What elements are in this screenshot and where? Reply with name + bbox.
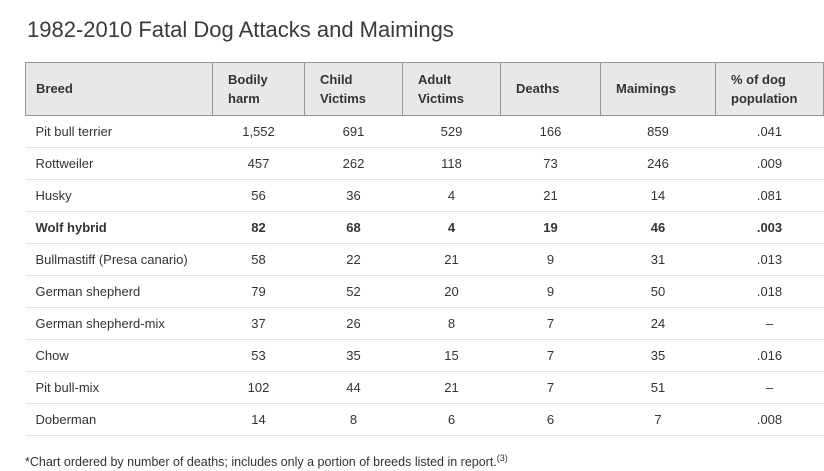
value-cell: 9 [501,276,601,308]
value-cell: 21 [403,372,501,404]
breed-cell: Doberman [26,404,213,436]
header-row [26,63,824,116]
value-cell: 50 [601,276,716,308]
value-cell: .009 [716,148,824,180]
value-cell: 68 [305,212,403,244]
value-cell: 35 [601,340,716,372]
column-header: % of dog population [716,63,824,116]
value-cell: 14 [601,180,716,212]
value-cell: .008 [716,404,824,436]
value-cell: 859 [601,116,716,148]
value-cell: 21 [501,180,601,212]
column-header: Breed [26,63,213,116]
value-cell: 21 [403,244,501,276]
page-title: 1982-2010 Fatal Dog Attacks and Maimings [27,17,454,42]
value-cell: .081 [716,180,824,212]
table-row [26,180,824,212]
footnote-text: *Chart ordered by number of deaths; includes only a portion of breeds listed in report. [25,455,497,469]
breed-cell: Rottweiler [26,148,213,180]
value-cell: 44 [305,372,403,404]
footnote-citation: (3) [496,452,508,463]
value-cell: 8 [403,308,501,340]
value-cell: 529 [403,116,501,148]
value-cell: 4 [403,180,501,212]
table-body [26,116,824,436]
value-cell: .003 [716,212,824,244]
value-cell: 52 [305,276,403,308]
value-cell: .041 [716,116,824,148]
value-cell: 58 [213,244,305,276]
value-cell: 7 [601,404,716,436]
value-cell: .013 [716,244,824,276]
value-cell: 36 [305,180,403,212]
value-cell: 691 [305,116,403,148]
value-cell: 166 [501,116,601,148]
value-cell: 457 [213,148,305,180]
table-row [26,340,824,372]
value-cell: 8 [305,404,403,436]
value-cell: 46 [601,212,716,244]
breed-cell: Husky [26,180,213,212]
value-cell: 51 [601,372,716,404]
table-row [26,244,824,276]
dog-attacks-table [25,62,824,436]
breed-cell: German shepherd-mix [26,308,213,340]
value-cell: 7 [501,308,601,340]
value-cell: 22 [305,244,403,276]
column-header: Child Victims [305,63,403,116]
breed-cell: Wolf hybrid [26,212,213,244]
column-header: Maimings [601,63,716,116]
value-cell: 24 [601,308,716,340]
value-cell: – [716,308,824,340]
table-row [26,372,824,404]
value-cell: 56 [213,180,305,212]
breed-cell: Pit bull terrier [26,116,213,148]
value-cell: 7 [501,340,601,372]
breed-cell: Bullmastiff (Presa canario) [26,244,213,276]
breed-cell: Pit bull-mix [26,372,213,404]
value-cell: 37 [213,308,305,340]
value-cell: 1,552 [213,116,305,148]
value-cell: 26 [305,308,403,340]
value-cell: 35 [305,340,403,372]
value-cell: 262 [305,148,403,180]
breed-cell: Chow [26,340,213,372]
value-cell: – [716,372,824,404]
value-cell: .018 [716,276,824,308]
value-cell: 102 [213,372,305,404]
value-cell: 15 [403,340,501,372]
value-cell: 246 [601,148,716,180]
value-cell: 19 [501,212,601,244]
value-cell: 14 [213,404,305,436]
value-cell: 6 [501,404,601,436]
table-row [26,212,824,244]
breed-cell: German shepherd [26,276,213,308]
value-cell: .016 [716,340,824,372]
footnote [25,454,688,470]
value-cell: 82 [213,212,305,244]
table-header [26,63,824,116]
table-row [26,276,824,308]
value-cell: 53 [213,340,305,372]
table-row [26,308,824,340]
value-cell: 6 [403,404,501,436]
column-header: Adult Victims [403,63,501,116]
value-cell: 118 [403,148,501,180]
table-row [26,404,824,436]
value-cell: 7 [501,372,601,404]
value-cell: 9 [501,244,601,276]
value-cell: 4 [403,212,501,244]
value-cell: 73 [501,148,601,180]
table-row [26,116,824,148]
value-cell: 31 [601,244,716,276]
value-cell: 20 [403,276,501,308]
column-header: Bodily harm [213,63,305,116]
value-cell: 79 [213,276,305,308]
column-header: Deaths [501,63,601,116]
table-row [26,148,824,180]
